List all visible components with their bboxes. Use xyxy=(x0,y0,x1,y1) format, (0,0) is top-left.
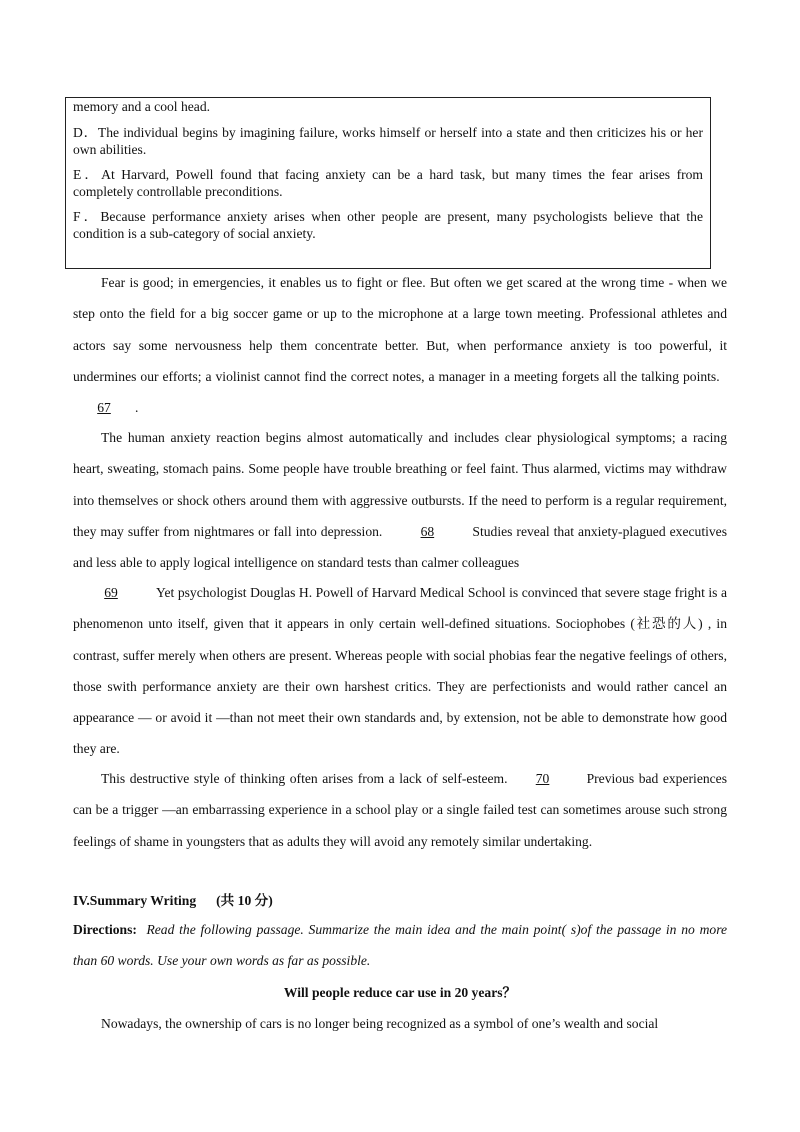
passage-paragraph-4 xyxy=(73,763,727,857)
blank-68: 68 xyxy=(420,523,435,539)
passage-paragraph-1 xyxy=(73,267,727,423)
directions-label: Directions xyxy=(73,922,133,937)
paragraph-text: Yet psychologist Douglas H. Powell of Harvard Medical School is convinced that severe stage fright is a phenomenon unto itself, given that it appears in only certain well-defined situations. Sociophobes (社恐的人) , in contrast, suffer merely when others are present. Whereas people with social phobias fear the negative feelings of others, those swith performance anxiety are their own harshest critics. They are perfectionists and would rather cancel an appearance — or avoid it —than not meet their own standards and, by extension, not be able to demonstrate how good they are. xyxy=(73,585,728,757)
option-c-continuation: memory and a cool head. xyxy=(73,99,211,114)
options-box xyxy=(65,97,711,269)
directions: Directions: Read the following passage. Summarize the main idea and the main point( s)of the passage in no more than 60 words. Use your own words as far as possible. xyxy=(73,922,728,969)
option-e: E．At Harvard, Powell found that facing anxiety can be a hard task, but many times the fear arises from completely controllable preconditions. xyxy=(73,167,703,199)
option-f: F．Because performance anxiety arises when other people are present, many psychologists believe that the condition is a sub-category of social anxiety. xyxy=(73,209,703,241)
blank-69: 69 xyxy=(104,585,118,600)
directions-text: Read the following passage. Summarize the main idea and the main point( s)of the passage in no more than 60 words. Use your own words as far as possible. xyxy=(73,922,728,969)
paragraph-end: . xyxy=(135,400,139,416)
paragraph-tail: Studies reveal that anxiety-plagued executives and less able to apply logical intelligence on standard tests than calmer colleagues xyxy=(73,523,727,571)
blank-67: 67 xyxy=(97,400,111,416)
paragraph-text: The human anxiety reaction begins almost automatically and includes clear physiological symptoms; a racing heart, sweating, stomach pains. Some people have trouble breathing or feel faint. Thus alarmed, victims may withdraw into themselves or shock others around them with aggressive outbursts. If the need to perform is a regular requirement, they may suffer from nightmares or fall into depression. xyxy=(73,430,727,539)
paragraph-text: Fear is good; in emergencies, it enables us to fight or flee. But often we get scared at the wrong time - when we step onto the field for a big soccer game or up to the microphone at a large town meeting. Professional athletes and actors say some nervousness help them concentrate better. But, when performance anxiety is too powerful, it undermines our efforts; a violinist cannot find the correct notes, a manager in a meeting forgets all the talking points. xyxy=(73,275,727,384)
section-heading xyxy=(73,889,273,909)
passage-paragraph-3 xyxy=(73,577,727,765)
section-title: IV.Summary Writing xyxy=(73,893,197,908)
passage-title: Will people reduce car use in 20 years？ xyxy=(283,985,517,1000)
section-points: (共 10 分) xyxy=(216,893,273,908)
paragraph-text: This destructive style of thinking often arises from a lack of self-esteem. xyxy=(101,771,508,786)
option-d: D．The individual begins by imagining failure, works himself or herself into a state and then criticizes his or her own abilities. xyxy=(73,125,703,157)
blank-70: 70 xyxy=(535,771,550,786)
passage-paragraph-2 xyxy=(73,422,727,578)
summary-paragraph-1: Nowadays, the ownership of cars is no longer being recognized as a symbol of one’s wealth and social xyxy=(101,1016,659,1031)
paragraph-tail: Previous bad experiences can be a trigger —an embarrassing experience in a school play or a single failed test can sometimes arouse such strong feelings of shame in youngsters that as adults they will avoid any remotely similar undertaking. xyxy=(73,771,728,849)
